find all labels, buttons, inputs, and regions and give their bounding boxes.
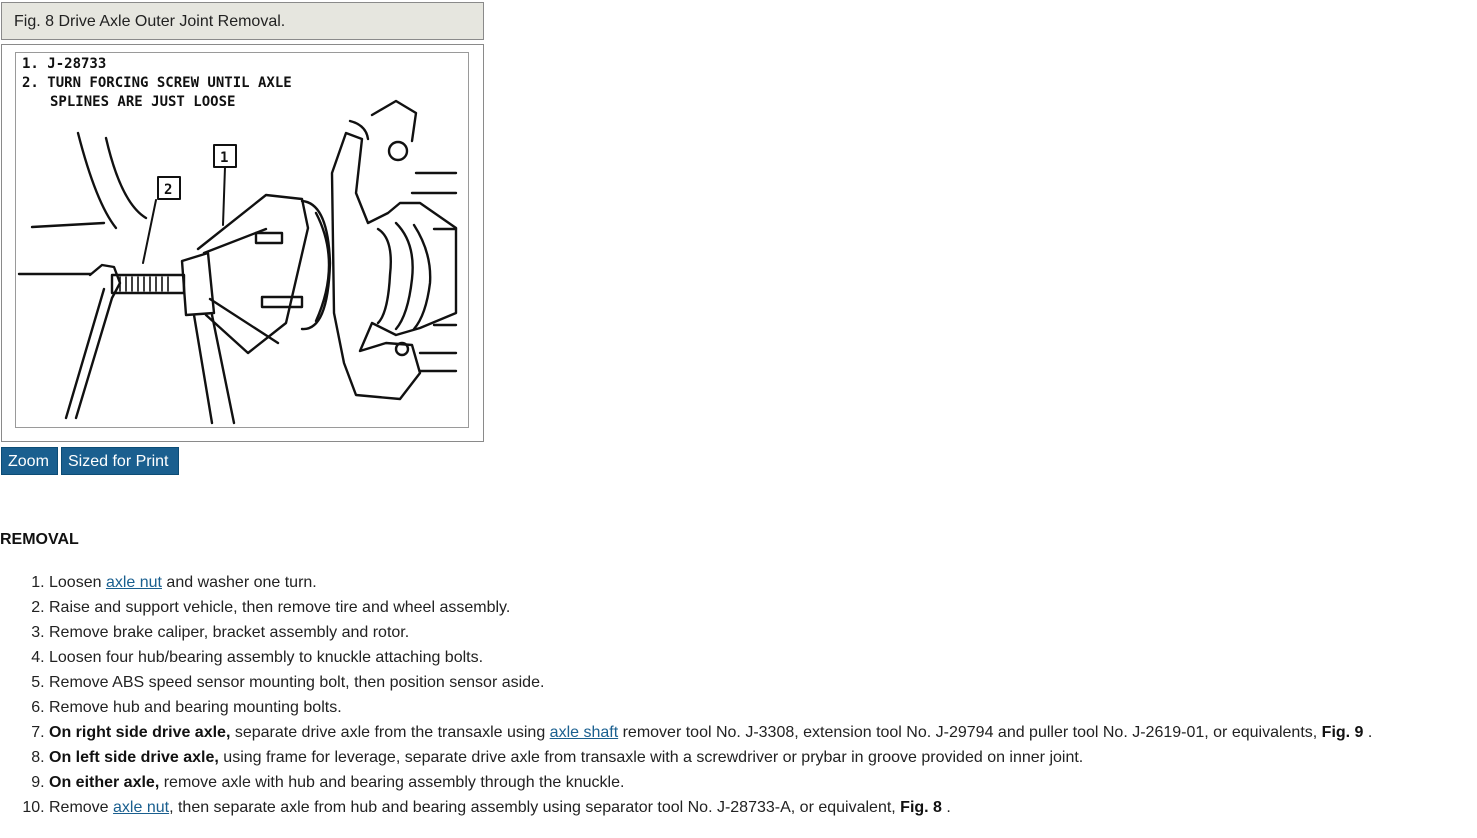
step-5: 5. Remove ABS speed sensor mounting bolt, then position sensor aside.	[49, 670, 1470, 695]
sized-for-print-button[interactable]: Sized for Print	[61, 447, 179, 475]
step-2: 2. Raise and support vehicle, then remove tire and wheel assembly.	[49, 595, 1470, 620]
legend-line-3: SPLINES ARE JUST LOOSE	[50, 94, 236, 110]
step-7: 7. On right side drive axle, separate drive axle from the transaxle using axle shaft remover tool No. J-3308, extension tool No. J-29794 and puller tool No. J-2619-01, or equivalents, Fig. 9 .	[49, 720, 1470, 745]
legend-line-2: 2. TURN FORCING SCREW UNTIL AXLE	[22, 75, 292, 91]
figure-frame	[1, 44, 484, 442]
callout-2-label: 2	[164, 182, 173, 198]
section-title: REMOVAL	[0, 531, 79, 548]
axle-removal-illustration	[15, 52, 469, 428]
step-3: 3. Remove brake caliper, bracket assembly and rotor.	[49, 620, 1470, 645]
figure-caption: Fig. 8 Drive Axle Outer Joint Removal.	[1, 2, 484, 40]
step-1: 1. Loosen axle nut and washer one turn.	[49, 570, 1470, 595]
fig-9-reference: Fig. 9	[1321, 724, 1364, 741]
fig-8-reference: Fig. 8	[900, 799, 942, 816]
removal-steps-list	[0, 570, 1470, 820]
zoom-button[interactable]: Zoom	[1, 447, 58, 475]
step-4: 4. Loosen four hub/bearing assembly to knuckle attaching bolts.	[49, 645, 1470, 670]
step-10: 10. Remove axle nut, then separate axle from hub and bearing assembly using separator tool No. J-28733-A, or equivalent, Fig. 8 .	[49, 795, 1470, 820]
axle-shaft-link[interactable]: axle shaft	[549, 724, 619, 741]
step-8: 8. On left side drive axle, using frame for leverage, separate drive axle from transaxle with a screwdriver or prybar in groove provided on inner joint.	[49, 745, 1470, 770]
legend-line-1: 1. J-28733	[22, 56, 107, 72]
step-6: 6. Remove hub and bearing mounting bolts.	[49, 695, 1470, 720]
axle-nut-link[interactable]: axle nut	[105, 574, 162, 591]
step-9: 9. On either axle, remove axle with hub and bearing assembly through the knuckle.	[49, 770, 1470, 795]
callout-1-label: 1	[220, 150, 229, 166]
axle-nut-link-2[interactable]: axle nut	[113, 799, 170, 816]
